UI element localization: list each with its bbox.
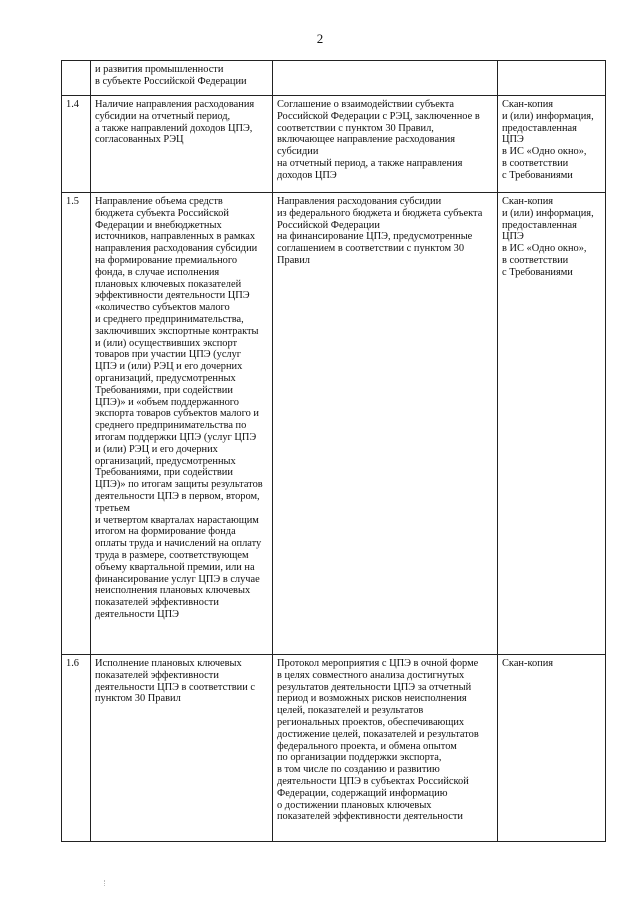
row-number: [62, 61, 91, 96]
row-number: 1.6: [62, 655, 91, 842]
scan-mark: [104, 880, 107, 886]
requirement-cell: Наличие направления расходования субсидии на отчетный период, а также направлений доходов ЦПЭ, согласованных РЭЦ: [91, 96, 273, 193]
document-cell: Направления расходования субсидии из федерального бюджета и бюджета субъекта Российской Федерации на финансирование ЦПЭ, предусмотренные соглашением в соответствии с пунктом 30 Правил: [273, 193, 498, 655]
format-cell: [498, 61, 606, 96]
table-row: [62, 193, 606, 655]
row-number: 1.4: [62, 96, 91, 193]
format-cell: Скан-копия и (или) информация, предоставленная ЦПЭ в ИС «Одно окно», в соответствии с Требованиями: [498, 96, 606, 193]
requirement-cell: Направление объема средств бюджета субъекта Российской Федерации и внебюджетных источников, направленных в рамках направления расходования субсидии на формирование премиального фонда, в случае исполнения плановых ключевых показателей эффективности деятельности ЦПЭ «количество субъектов малого и среднего предпринимательства, заключивших экспортные контракты и (или) осуществивших экспорт товаров при участии ЦПЭ (услуг ЦПЭ и (или) РЭЦ и его дочерних организаций, предусмотренных Требованиями, при содействии ЦПЭ)» и «объем поддержанного экспорта товаров субъектов малого и среднего предпринимательства по итогам поддержки ЦПЭ (услуг ЦПЭ и (или) РЭЦ и его дочерних организаций, предусмотренных Требованиями, при содействии ЦПЭ)» по итогам защиты результатов деятельности ЦПЭ в первом, втором, третьем и четвертом кварталах нарастающим итогом на формирование фонда оплаты труда и начислений на оплату труда в размере, соответствующем объему квартальной премии, или на финансирование услуг ЦПЭ в случае неисполнения плановых ключевых показателей эффективности деятельности ЦПЭ: [91, 193, 273, 655]
page-number: 2: [316, 31, 324, 46]
table-row: [62, 655, 606, 842]
document-cell: Соглашение о взаимодействии субъекта Российской Федерации с РЭЦ, заключенное в соответствии с пунктом 30 Правил, включающее направление расходования субсидии на отчетный период, а также направления доходов ЦПЭ: [273, 96, 498, 193]
document-cell: Протокол мероприятия с ЦПЭ в очной форме в целях совместного анализа достигнутых результатов деятельности ЦПЭ за отчетный период и возможных рисков неисполнения целей, показателей и результатов региональных проектов, обеспечивающих достижение целей, показателей и результатов федерального проекта, и обмена опытом по организации поддержки экспорта, в том числе по созданию и развитию деятельности ЦПЭ в субъектах Российской Федерации, содержащий информацию о достижении плановых ключевых показателей эффективности деятельности: [273, 655, 498, 842]
requirement-cell: и развития промышленности в субъекте Российской Федерации: [91, 61, 273, 96]
requirements-table: [61, 60, 606, 842]
format-cell: Скан-копия и (или) информация, предоставленная ЦПЭ в ИС «Одно окно», в соответствии с Требованиями: [498, 193, 606, 655]
format-cell: Скан-копия: [498, 655, 606, 842]
row-number: 1.5: [62, 193, 91, 655]
table-row: [62, 96, 606, 193]
requirement-cell: Исполнение плановых ключевых показателей эффективности деятельности ЦПЭ в соответствии с пунктом 30 Правил: [91, 655, 273, 842]
document-cell: [273, 61, 498, 96]
table-row: [62, 61, 606, 96]
